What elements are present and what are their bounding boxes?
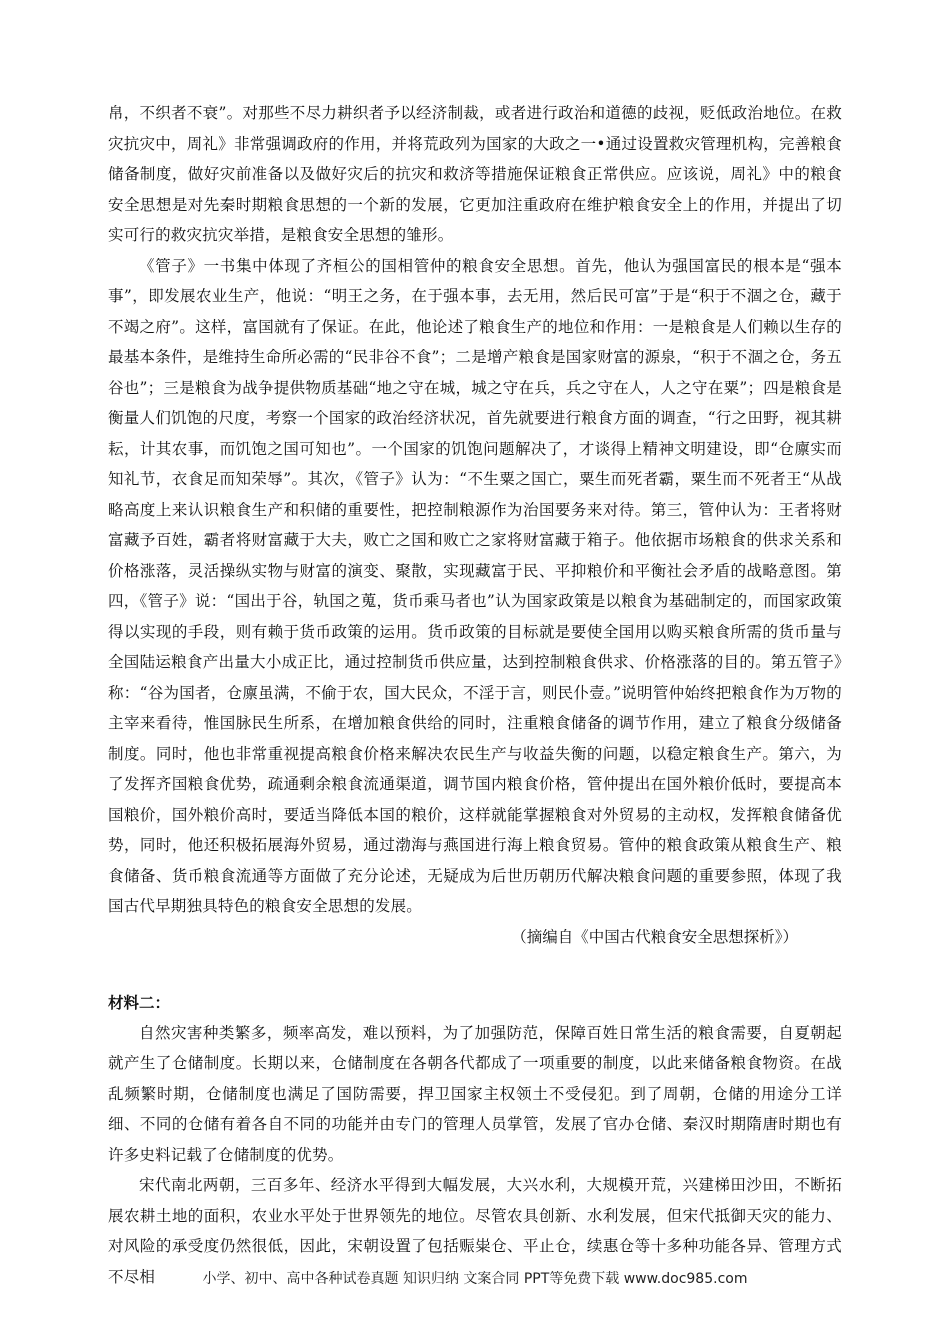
page-footer: 小学、初中、高中各种试卷真题 知识归纳 文案合同 PPT等免费下载 www.doc985.com <box>202 1271 748 1287</box>
material-one-paragraph-1: 帛，不织者不衰”。对那些不尽力耕织者予以经济制裁，或者进行政治和道德的歧视，贬低政治地位。在救灾抗灾中，周礼》非常强调政府的作用，并将荒政列为国家的大政之一•通过设置救灾管理机构，完善粮食储备制度，做好灾前准备以及做好灾后的抗灾和救济等措施保证粮食正常供应。应该说，周礼》中的粮食安全思想是对先秦时期粮食思想的一个新的发展，它更加注重政府在维护粮食安全上的作用，并提出了切实可行的救灾抗灾举措，是粮食安全思想的雏形。 <box>108 104 842 244</box>
document-page <box>108 98 842 1292</box>
material-one-paragraph-2: 《管子》一书集中体现了齐桓公的国相管仲的粮食安全思想。首先，他认为强国富民的根本是“强本事”，即发展农业生产，他说：“明王之务，在于强本事，去无用，然后民可富”于是“积于不涸之仓，藏于不竭之府”。这样，富国就有了保证。在此，他论述了粮食生产的地位和作用：一是粮食是人们赖以生存的最基本条件，是维持生命所必需的“民非谷不食”；二是增产粮食是国家财富的源泉，“积于不涸之仓，务五谷也”；三是粮食为战争提供物质基础“地之守在城，城之守在兵，兵之守在人，人之守在粟”；四是粮食是衡量人们饥饱的尺度，考察一个国家的政治经济状况，首先就要进行粮食方面的调查，“行之田野，视其耕耘，计其农事，而饥饱之国可知也”。一个国家的饥饱问题解决了，才谈得上精神文明建设，即“仓廪实而知礼节，衣食足而知荣辱”。其次，《管子》认为：“不生粟之国亡，粟生而死者霸，粟生而不死者王“从战略高度上来认识粮食生产和积储的重要性，把控制粮源作为治国要务来对待。第三，管仲认为：王者将财富藏予百姓，霸者将财富藏于大夫，败亡之国和败亡之家将财富藏于箱子。他依据市场粮食的供求关系和价格涨落，灵活操纵实物与财富的演变、聚散，实现藏富于民、平抑粮价和平衡社会矛盾的战略意图。第四，《管子》说：“国出于谷，轨国之蒐，货币乘马者也”认为国家政策是以粮食为基础制定的，而国家政策得以实现的手段，则有赖于货币政策的运用。货币政策的目标就是要使全国用以购买粮食所需的货币量与全国陆运粮食产出量大小成正比，通过控制货币供应量，达到控制粮食供求、价格涨落的目的。第五管子》称：“谷为国者，仓廪虽满，不偷于农，国大民众，不淫于言，则民仆壹。”说明管仲始终把粮食作为万物的主宰来看待，惟国脉民生所系，在增加粮食供给的同时，注重粮食储备的调节作用，建立了粮食分级储备制度。同时，他也非常重视提高粮食价格来解决农民生产与收益失衡的问题，以稳定粮食生产。第六，为了发挥齐国粮食优势，疏通剩余粮食流通渠道，调节国内粮食价格，管仲提出在国外粮价低时，要提高本国粮价，国外粮价高时，要适当降低本国的粮价，这样就能掌握粮食对外贸易的主动权，发挥粮食储备优势，同时，他还积极拓展海外贸易，通过渤海与燕国进行海上粮食贸易。管仲的粮食政策从粮食生产、粮食储备、货币粮食流通等方面做了充分论述，无疑成为后世历朝历代解决粮食问题的重要参照，体现了我国古代早期独具特色的粮食安全思想的发展。 <box>108 256 842 915</box>
material-one-source: （摘编自《中国古代粮食安全思想探析》） <box>511 927 798 946</box>
material-two-paragraph-1: 自然灾害种类繁多，频率高发，难以预料，为了加强防范，保障百姓日常生活的粮食需要，自夏朝起就产生了仓储制度。长期以来，仓储制度在各朝各代都成了一项重要的制度，以此来储备粮食物资。在战乱频繁时期，仓储制度也满足了国防需要，捍卫国家主权领土不受侵犯。到了周朝，仓储的用途分工详细、不同的仓储有着各自不同的功能并由专门的管理人员掌管，发展了官办仓储、秦汉时期隋唐时期也有许多史料记载了仓储制度的优势。 <box>108 1023 842 1164</box>
material-two-paragraph-2: 宋代南北两朝，三百多年、经济水平得到大幅发展，大兴水利，大规模开荒，兴建梯田沙田，不断拓展农耕土地的面积，农业水平处于世界领先的地位。尽管农具创新、水利发展，但宋代抵御天灾的能力、对风险的承受度仍然很低，因此，宋朝设置了包括赈粜仓、平止仓，续惠仓等十多种功能各异、管理方式不尽相 <box>108 1176 842 1286</box>
material-two-heading: 材料二： <box>108 993 171 1012</box>
